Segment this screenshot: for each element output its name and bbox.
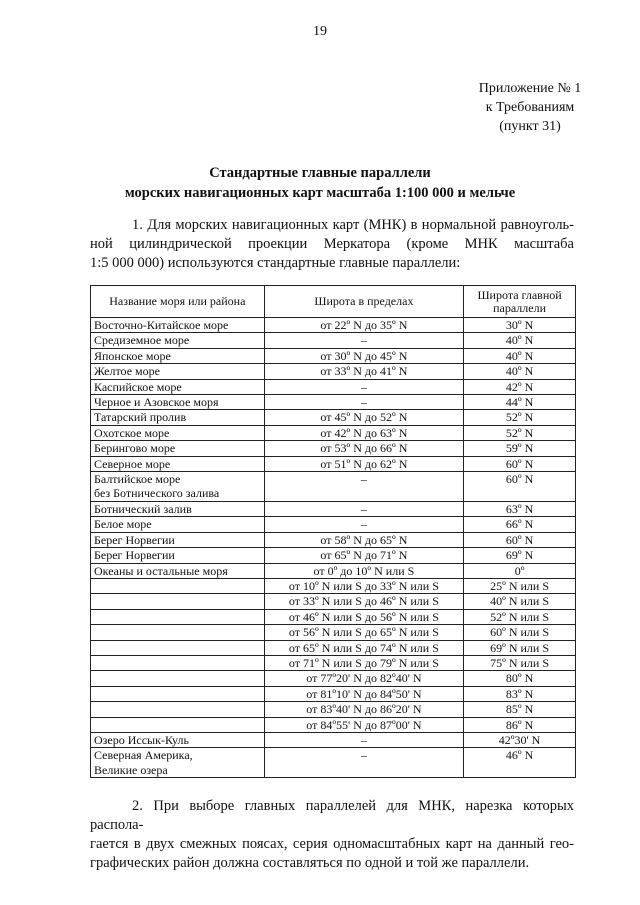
cell-latitude-range: от 58º N до 65º N	[264, 532, 464, 547]
paragraph-2-line-2: гается в двух смежных поясах, серия одномасштабных карт на данный гео-	[90, 836, 574, 852]
cell-sea-name	[91, 640, 265, 655]
cell-main-parallel: 46º N	[464, 748, 576, 778]
table-row	[91, 594, 576, 609]
cell-latitude-range: от 83º40' N до 86º20' N	[264, 702, 464, 717]
cell-sea-name	[91, 625, 265, 640]
table-row	[91, 717, 576, 732]
cell-sea-name: Озеро Иссык-Куль	[91, 732, 265, 747]
cell-main-parallel: 30º N	[464, 318, 576, 333]
table-row	[91, 686, 576, 701]
cell-latitude-range: от 42º N до 63º N	[264, 425, 464, 440]
cell-latitude-range: от 56º N или S до 65º N или S	[264, 625, 464, 640]
table-row	[91, 517, 576, 532]
table-row	[91, 748, 576, 778]
cell-sea-name	[91, 717, 265, 732]
cell-main-parallel: 60º N	[464, 456, 576, 471]
cell-main-parallel: 59º N	[464, 441, 576, 456]
cell-sea-name: Берег Норвегии	[91, 532, 265, 547]
table-row	[91, 609, 576, 624]
cell-latitude-range: от 84º55' N до 87º00' N	[264, 717, 464, 732]
cell-latitude-range: от 22º N до 35º N	[264, 318, 464, 333]
table-header-row	[91, 286, 576, 318]
cell-latitude-range: от 0º до 10º N или S	[264, 563, 464, 578]
cell-latitude-range: от 77º20' N до 82º40' N	[264, 671, 464, 686]
cell-latitude-range: от 65º N до 71º N	[264, 548, 464, 563]
cell-main-parallel: 85º N	[464, 702, 576, 717]
cell-main-parallel: 69º N	[464, 548, 576, 563]
cell-sea-name	[91, 655, 265, 670]
paragraph-1-line-1: 1. Для морских навигационных карт (МНК) в нормальной равноуголь-	[132, 217, 574, 233]
paragraph-1	[90, 216, 574, 273]
cell-main-parallel: 60º N	[464, 532, 576, 547]
appendix-line-1: Приложение № 1	[478, 81, 582, 96]
paragraph-2-line-1: 2. При выборе главных параллелей для МНК, нарезка которых распола-	[90, 798, 574, 833]
cell-main-parallel: 86º N	[464, 717, 576, 732]
paragraph-1-line-2: ной цилиндрической проекции Меркатора (кроме МНК масштаба	[90, 236, 574, 252]
cell-latitude-range: –	[264, 517, 464, 532]
cell-main-parallel: 25º N или S	[464, 578, 576, 593]
cell-latitude-range: от 33º N до 41º N	[264, 364, 464, 379]
cell-sea-name: Океаны и остальные моря	[91, 563, 265, 578]
title-line-1: Стандартные главные параллели	[209, 165, 431, 181]
cell-sea-name: Средиземное море	[91, 333, 265, 348]
page-number: 19	[313, 24, 327, 39]
table-row	[91, 395, 576, 410]
cell-latitude-range: –	[264, 395, 464, 410]
table-row	[91, 578, 576, 593]
table-row	[91, 563, 576, 578]
cell-sea-name	[91, 702, 265, 717]
table-row	[91, 333, 576, 348]
cell-sea-name: Татарский пролив	[91, 410, 265, 425]
cell-latitude-range: –	[264, 379, 464, 394]
cell-latitude-range: от 71º N или S до 79º N или S	[264, 655, 464, 670]
table-row	[91, 379, 576, 394]
table-row	[91, 655, 576, 670]
appendix-reference	[380, 79, 640, 136]
cell-main-parallel: 40º N	[464, 364, 576, 379]
cell-sea-name: Охотское море	[91, 425, 265, 440]
cell-latitude-range: от 33º N или S до 46º N или S	[264, 594, 464, 609]
cell-main-parallel: 52º N или S	[464, 609, 576, 624]
cell-latitude-range: –	[264, 501, 464, 516]
cell-latitude-range: –	[264, 333, 464, 348]
table-body	[91, 318, 576, 778]
cell-sea-name: Ботнический залив	[91, 501, 265, 516]
cell-latitude-range: от 10º N или S до 33º N или S	[264, 578, 464, 593]
cell-sea-name	[91, 686, 265, 701]
cell-sea-name: Северное море	[91, 456, 265, 471]
cell-sea-name	[91, 671, 265, 686]
table-row	[91, 671, 576, 686]
table-row	[91, 441, 576, 456]
cell-main-parallel: 52º N	[464, 425, 576, 440]
table-row	[91, 640, 576, 655]
cell-sea-name: Каспийское море	[91, 379, 265, 394]
appendix-line-3: (пункт 31)	[499, 119, 561, 134]
cell-main-parallel: 60º N или S	[464, 625, 576, 640]
table-row	[91, 501, 576, 516]
cell-main-parallel: 52º N	[464, 410, 576, 425]
cell-main-parallel: 40º N или S	[464, 594, 576, 609]
cell-sea-name: Берингово море	[91, 441, 265, 456]
header-sea-name: Название моря или района	[91, 286, 265, 318]
cell-sea-name: Белое море	[91, 517, 265, 532]
header-main-parallel: Широта главной параллели	[464, 286, 576, 318]
table-row	[91, 732, 576, 747]
table-row	[91, 348, 576, 363]
cell-sea-name	[91, 578, 265, 593]
table-row	[91, 425, 576, 440]
cell-main-parallel: 0º	[464, 563, 576, 578]
cell-latitude-range: от 45º N до 52º N	[264, 410, 464, 425]
cell-sea-name	[91, 609, 265, 624]
table-row	[91, 548, 576, 563]
table-row	[91, 456, 576, 471]
cell-sea-name: Черное и Азовское моря	[91, 395, 265, 410]
paragraph-2	[90, 797, 574, 873]
appendix-line-2: к Требованиям	[485, 100, 575, 115]
cell-main-parallel: 83º N	[464, 686, 576, 701]
cell-main-parallel: 44º N	[464, 395, 576, 410]
cell-sea-name: Японское море	[91, 348, 265, 363]
cell-main-parallel: 75º N или S	[464, 655, 576, 670]
cell-latitude-range: от 30º N до 45º N	[264, 348, 464, 363]
cell-sea-name	[91, 594, 265, 609]
paragraph-2-line-3: графических район должна составляться по одной и той же параллели.	[90, 855, 530, 871]
cell-latitude-range: –	[264, 472, 464, 502]
cell-main-parallel: 66º N	[464, 517, 576, 532]
cell-sea-name: Желтое море	[91, 364, 265, 379]
cell-main-parallel: 69º N или S	[464, 640, 576, 655]
cell-main-parallel: 40º N	[464, 348, 576, 363]
cell-latitude-range: от 65º N или S до 74º N или S	[264, 640, 464, 655]
table-row	[91, 318, 576, 333]
table-row	[91, 410, 576, 425]
cell-main-parallel: 42º30' N	[464, 732, 576, 747]
cell-latitude-range: –	[264, 748, 464, 778]
title-line-2: морских навигационных карт масштаба 1:100 000 и мельче	[124, 185, 516, 201]
cell-main-parallel: 80º N	[464, 671, 576, 686]
parallels-table	[90, 285, 576, 778]
table-row	[91, 702, 576, 717]
table-row	[91, 364, 576, 379]
cell-main-parallel: 42º N	[464, 379, 576, 394]
cell-sea-name: Северная Америка, Великие озера	[91, 748, 265, 778]
paragraph-1-line-3: 1:5 000 000) используются стандартные главные параллели:	[90, 255, 461, 271]
cell-sea-name: Восточно-Китайское море	[91, 318, 265, 333]
cell-main-parallel: 40º N	[464, 333, 576, 348]
cell-latitude-range: от 46º N или S до 56º N или S	[264, 609, 464, 624]
table-row	[91, 472, 576, 502]
cell-latitude-range: от 53º N до 66º N	[264, 441, 464, 456]
cell-main-parallel: 63º N	[464, 501, 576, 516]
table-row	[91, 532, 576, 547]
cell-latitude-range: –	[264, 732, 464, 747]
cell-sea-name: Балтийское море без Ботнического залива	[91, 472, 265, 502]
document-title	[0, 163, 640, 203]
cell-sea-name: Берег Норвегии	[91, 548, 265, 563]
table-row	[91, 625, 576, 640]
cell-latitude-range: от 51º N до 62º N	[264, 456, 464, 471]
cell-latitude-range: от 81º10' N до 84º50' N	[264, 686, 464, 701]
header-latitude-range: Широта в пределах	[264, 286, 464, 318]
cell-main-parallel: 60º N	[464, 472, 576, 502]
